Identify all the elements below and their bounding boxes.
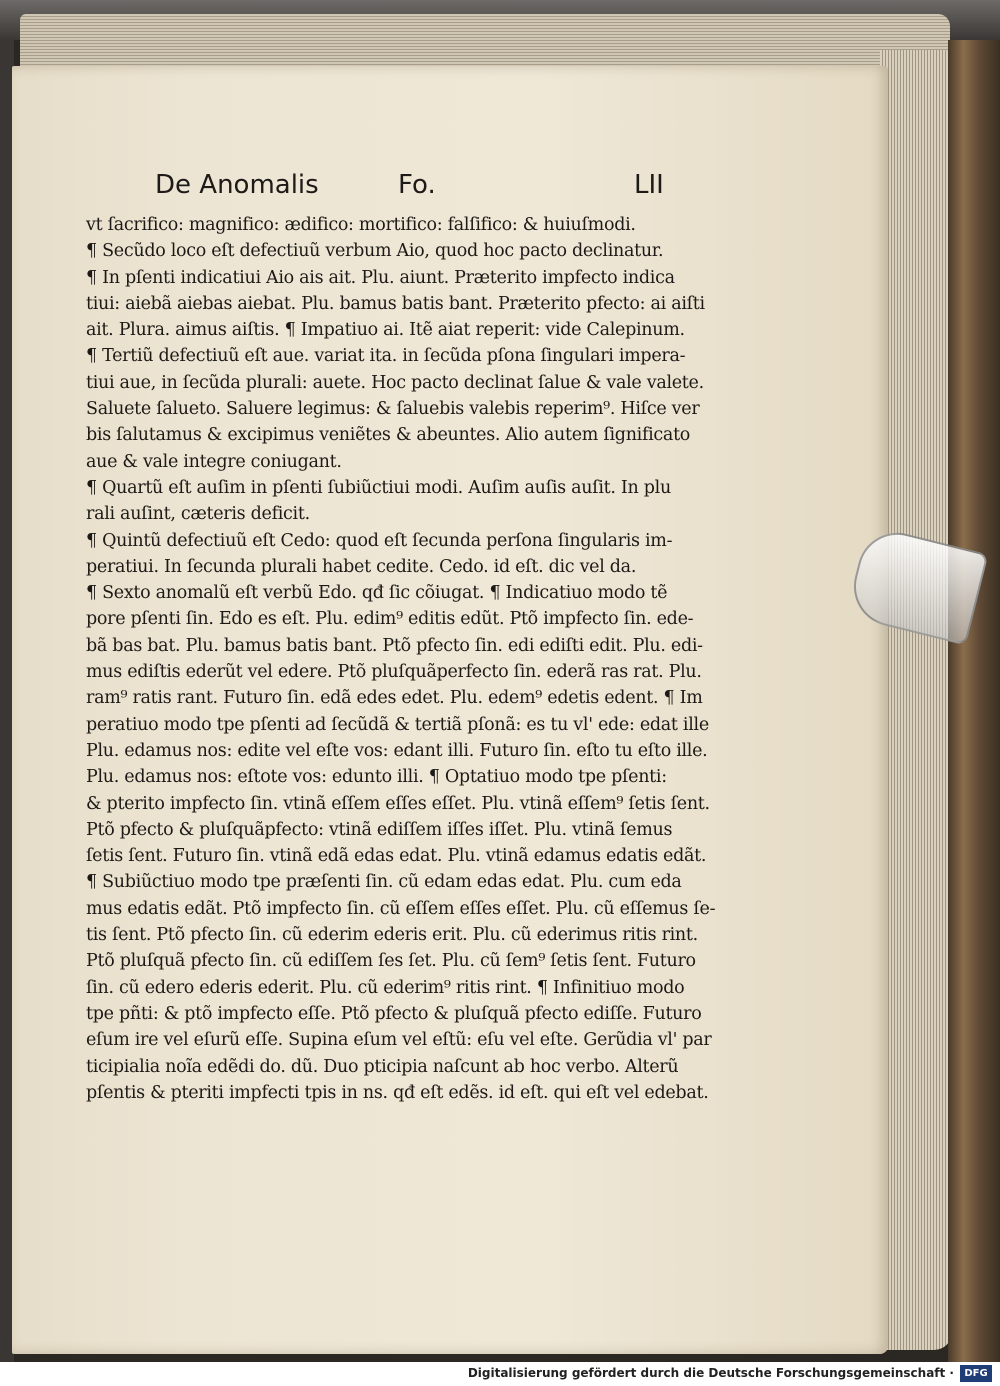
text-line: bis ſalutamus & excipimus veniẽtes & abeuntes. Alio autem ſignificato (86, 425, 691, 446)
text-line: ait. Plura. aimus aiſtis. ¶ Impatiuo ai. Itẽ aiat reperit: vide Calepinum. (86, 320, 685, 341)
header-folio-label: Fo. (398, 170, 436, 200)
page-edges-top (20, 14, 950, 70)
text-line: ram⁹ ratis rant. Futuro ſin. edã edes edet. Plu. edem⁹ edetis edent. ¶ Im (86, 688, 703, 709)
header-title: De Anomalis (155, 170, 319, 200)
body-text (86, 212, 766, 1106)
text-line: rali auſint, cæteris deficit. (86, 504, 310, 525)
funding-credit: Digitalisierung gefördert durch die Deutsche Forschungsgemeinschaft · (467, 1366, 954, 1380)
header-folio-number: LII (634, 170, 664, 200)
footer-bar (0, 1362, 1000, 1386)
text-line: Ptõ pfecto & pluſquãpfecto: vtinã ediſſem iſſes iſſet. Plu. vtinã ſemus (86, 819, 673, 840)
text-line: Ptõ pluſquã pfecto ſin. cũ ediſſem ſes ſet. Plu. cũ ſem⁹ ſetis ſent. Futuro (86, 951, 696, 972)
text-line: eſum ire vel eſurũ eſſe. Supina eſum vel eſtũ: eſu vel eſte. Gerũdia vl' par (86, 1030, 712, 1051)
text-line: ticipialia noĩa edẽdi do. dũ. Duo pticipia naſcunt ab hoc verbo. Alterũ (86, 1056, 679, 1077)
text-line: & pterito impfecto ſin. vtinã eſſem eſſes eſſet. Plu. vtinã eſſem⁹ ſetis ſent. (86, 793, 710, 814)
text-line: ¶ Subiũctiuo modo tpe præſenti ſin. cũ edam edas edat. Plu. cum eda (86, 872, 682, 893)
text-line: peratiuo modo tpe pſenti ad ſecũdã & tertiã pſonã: es tu vl' ede: edat ille (86, 714, 709, 735)
running-header (0, 170, 1000, 210)
text-line: ſin. cũ edero ederis ederit. Plu. cũ ederim⁹ ritis rint. ¶ Infinitiuo modo (86, 977, 685, 998)
text-line: Plu. edamus nos: eſtote vos: edunto illi. ¶ Optatiuo modo tpe pſenti: (86, 767, 667, 788)
text-line: ¶ Quartũ eſt auſim in pſenti ſubiũctiui modi. Auſim auſis auſit. In plu (86, 477, 671, 498)
text-line: tiui: aiebã aiebas aiebat. Plu. bamus batis bant. Præterito pfecto: ai aiſti (86, 293, 705, 314)
text-line: mus ediſtis ederũt vel edere. Ptõ pluſquãperfecto ſin. ederã ras rat. Plu. (86, 662, 702, 683)
text-line: vt ſacrifico: magnifico: ædifico: mortifico: falſifico: & huiuſmodi. (86, 215, 636, 235)
text-line: mus edatis edãt. Ptõ impfecto ſin. cũ eſſem eſſes eſſet. Plu. cũ eſſemus ſe- (86, 898, 716, 919)
page-edges-right (880, 50, 952, 1350)
text-line: Plu. edamus nos: edite vel eſte vos: edant illi. Futuro ſin. eſto tu eſto ille. (86, 740, 708, 761)
text-line: aue & vale integre coniugant. (86, 451, 342, 472)
text-line: pſentis & pteriti impfecti tpis in ns. qđ eſt edẽs. id eſt. qui eſt vel edebat. (86, 1082, 709, 1103)
text-line: tis ſent. Ptõ pfecto ſin. cũ ederim ederis erit. Plu. cũ ederimus ritis rint. (86, 925, 698, 946)
text-line: ¶ Tertiũ defectiuũ eſt aue. variat ita. in ſecũda pſona ſingulari impera- (86, 346, 686, 367)
text-line: tpe pñti: & ptõ impfecto eſſe. Ptõ pfecto & pluſquã pfecto ediſſe. Futuro (86, 1003, 702, 1024)
text-line: tiui aue, in ſecũda plurali: auete. Hoc pacto declinat ſalue & vale valete. (86, 372, 704, 393)
text-line: bã bas bat. Plu. bamus batis bant. Ptõ pfecto ſin. edi ediſti edit. Plu. edi- (86, 635, 703, 656)
book-binding (948, 40, 1000, 1362)
text-line: ¶ In pſenti indicatiui Aio ais ait. Plu. aiunt. Præterito impfecto indica (86, 267, 675, 288)
text-line: ¶ Secũdo loco eſt defectiuũ verbum Aio, quod hoc pacto declinatur. (86, 241, 664, 262)
text-line: pore pſenti ſin. Edo es eſt. Plu. edim⁹ editis edũt. Ptõ impfecto ſin. ede- (86, 609, 694, 630)
text-line: Saluete ſalueto. Saluere legimus: & ſaluebis valebis reperim⁹. Hiſce ver (86, 399, 700, 420)
text-line: ¶ Sexto anomalũ eſt verbũ Edo. qđ ſic cõiugat. ¶ Indicatiuo modo tẽ (86, 583, 668, 604)
text-line: ¶ Quintũ defectiuũ eſt Cedo: quod eſt ſecunda perſona ſingularis im- (86, 530, 673, 551)
text-line: ſetis ſent. Futuro ſin. vtinã edã edas edat. Plu. vtinã edamus edatis edãt. (86, 846, 707, 867)
text-line: peratiui. In ſecunda plurali habet cedite. Cedo. id eſt. dic vel da. (86, 556, 637, 577)
dfg-logo: DFG (960, 1365, 992, 1382)
